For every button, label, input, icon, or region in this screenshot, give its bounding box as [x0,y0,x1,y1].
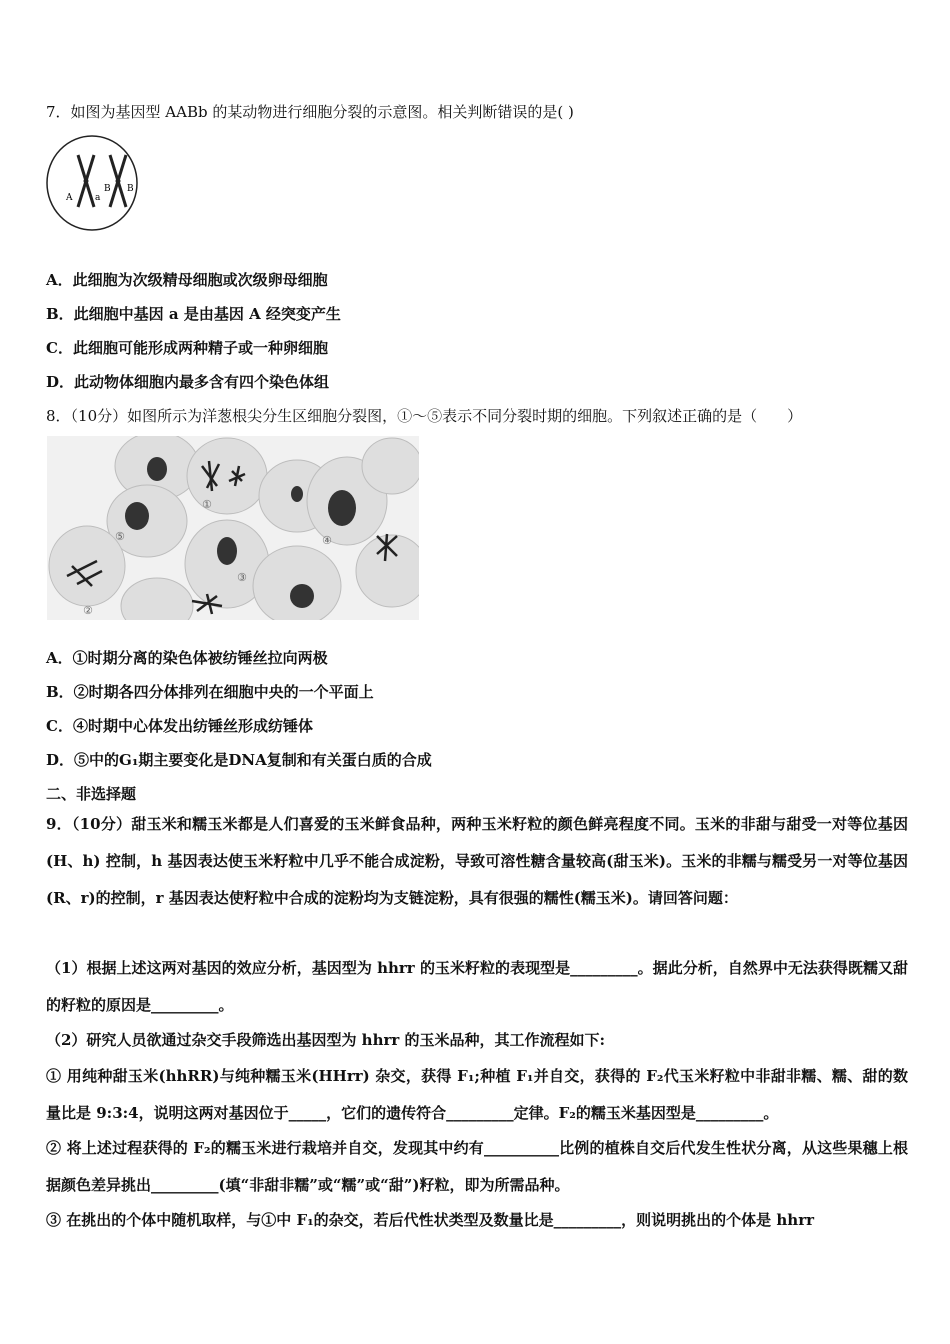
q9-part1: （1）根据上述这两对基因的效应分析，基因型为 hhrr 的玉米籽粒的表现型是_________。据此分析，自然界中无法获得既糯又甜的籽粒的原因是_________。 [46,959,908,1014]
q8-option-a: A．①时期分离的染色体被纺锤丝拉向两极 [46,649,328,667]
q7-option-a: A．此细胞为次级精母细胞或次级卵母细胞 [46,271,328,289]
q9-step2: ② 将上述过程获得的 F₂的糯玉米进行栽培并自交，发现其中约有__________比例的植株自交后代发生性状分离，从这些果穗上根据颜色差异挑出_________(填“非甜非糯”或“糯”或“甜”)籽粒，即为所需品种。 [46,1139,908,1194]
label-1: ① [202,498,212,511]
q7-option-b: B．此细胞中基因 a 是由基因 A 经突变产生 [46,305,341,323]
label-5: ⑤ [115,530,125,543]
label-B2: B [127,184,134,194]
q9-step1: ① 用纯种甜玉米(hhRR)与纯种糯玉米(HHrr) 杂交，获得 F₁;种植 F₁并自交，获得的 F₂代玉米籽粒中非甜非糯、糯、甜的数量比是 9:3:4，说明这两对基因位于_____，它们的遗传符合_________定律。F₂的糯玉米基因型是_________。 [46,1067,908,1122]
label-a: a [95,193,101,203]
label-4: ④ [322,534,332,547]
q9-intro: 9．（10分）甜玉米和糯玉米都是人们喜爱的玉米鲜食品种，两种玉米籽粒的颜色鲜亮程度不同。玉米的非甜与甜受一对等位基因(H、h) 控制，h 基因表达使玉米籽粒中几乎不能合成淀粉，导致可溶性糖含量较高(甜玉米)。玉米的非糯与糯受另一对等位基因 (R、r)的控制，r 基因表达使籽粒中合成的淀粉均为支链淀粉，具有很强的糯性(糯玉米)。请回答问题： [46,815,908,907]
q7-cell-diagram [44,133,140,233]
q9-step3: ③ 在挑出的个体中随机取样，与①中 F₁的杂交，若后代性状类型及数量比是_________，则说明挑出的个体是 hhrr [46,1211,815,1229]
label-B1: B [104,184,111,194]
section-title: 二、非选择题 [46,785,137,803]
q7-option-c: C．此细胞可能形成两种精子或一种卵细胞 [46,339,328,357]
q9-part2: （2）研究人员欲通过杂交手段筛选出基因型为 hhrr 的玉米品种，其工作流程如下: [46,1031,606,1049]
label-2: ② [83,604,93,617]
q7-stem: 7．如图为基因型 AABb 的某动物进行细胞分裂的示意图。相关判断错误的是( ) [46,103,574,121]
q8-onion-root-tip-image [47,436,419,620]
q7-option-d: D．此动物体细胞内最多含有四个染色体组 [46,373,330,391]
q8-option-b: B．②时期各四分体排列在细胞中央的一个平面上 [46,683,374,701]
q8-option-c: C．④时期中心体发出纺锤丝形成纺锤体 [46,717,313,735]
q8-option-d: D．⑤中的G₁期主要变化是DNA复制和有关蛋白质的合成 [46,751,432,769]
label-3: ③ [237,571,247,584]
label-A: A [66,193,73,203]
q8-stem: 8．（10分）如图所示为洋葱根尖分生区细胞分裂图，①～⑤表示不同分裂时期的细胞。下列叙述正确的是（ ） [46,407,803,425]
